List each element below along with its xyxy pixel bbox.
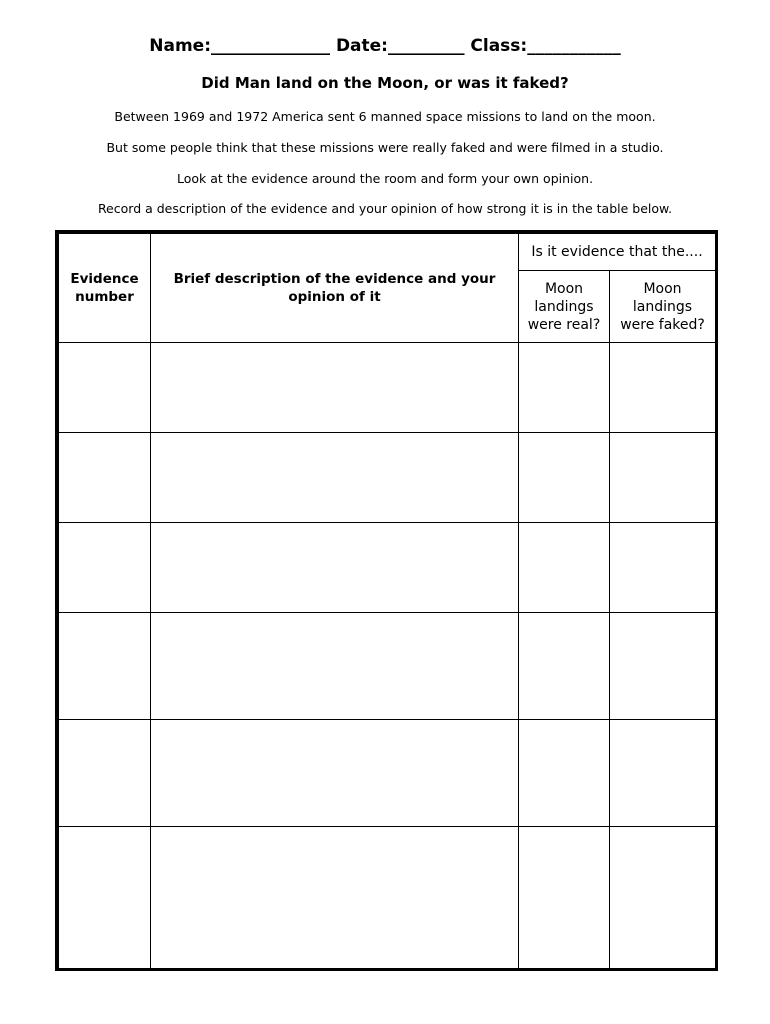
date-label: Date: [335, 36, 388, 56]
description-cell[interactable] [151, 613, 519, 720]
table-row [59, 433, 716, 523]
table-row [59, 523, 716, 613]
intro-line-1: Between 1969 and 1972 America sent 6 manned space missions to land on the moon. [114, 109, 656, 124]
name-blank[interactable]: ______________ [211, 36, 331, 56]
evidence-number-cell[interactable] [59, 720, 151, 827]
class-blank[interactable]: ___________ [527, 36, 621, 56]
real-cell[interactable] [519, 720, 610, 827]
description-cell[interactable] [151, 343, 519, 433]
faked-cell[interactable] [610, 523, 716, 613]
faked-cell[interactable] [610, 343, 716, 433]
faked-cell[interactable] [610, 827, 716, 970]
intro-line-4: Record a description of the evidence and your opinion of how strong it is in the table below. [97, 201, 673, 216]
real-cell[interactable] [519, 613, 610, 720]
table-row [59, 343, 716, 433]
description-cell[interactable] [151, 523, 519, 613]
evidence-table [55, 230, 718, 971]
header-description: Brief description of the evidence and your opinion of it [151, 234, 519, 343]
evidence-number-cell[interactable] [59, 343, 151, 433]
header-evidence-number: Evidence number [59, 234, 151, 343]
name-label: Name: [149, 36, 212, 56]
table-row [59, 827, 716, 970]
real-cell[interactable] [519, 433, 610, 523]
real-cell[interactable] [519, 827, 610, 970]
intro-line-2: But some people think that these missions were really faked and were filmed in a studio. [106, 140, 664, 155]
student-info-line [0, 36, 770, 56]
header-evidence-group: Is it evidence that the.... [519, 234, 716, 271]
description-cell[interactable] [151, 433, 519, 523]
faked-cell[interactable] [610, 720, 716, 827]
date-blank[interactable]: _________ [387, 36, 465, 56]
intro-line-3: Look at the evidence around the room and form your own opinion. [176, 171, 594, 186]
worksheet-title: Did Man land on the Moon, or was it faked? [201, 74, 569, 92]
evidence-number-cell[interactable] [59, 827, 151, 970]
header-moon-landings-real: Moon landings were real? [519, 271, 610, 343]
faked-cell[interactable] [610, 433, 716, 523]
class-label: Class: [470, 36, 528, 56]
evidence-number-cell[interactable] [59, 523, 151, 613]
evidence-number-cell[interactable] [59, 613, 151, 720]
evidence-number-cell[interactable] [59, 433, 151, 523]
real-cell[interactable] [519, 343, 610, 433]
real-cell[interactable] [519, 523, 610, 613]
table-row [59, 720, 716, 827]
header-moon-landings-faked: Moon landings were faked? [610, 271, 716, 343]
table-row [59, 613, 716, 720]
faked-cell[interactable] [610, 613, 716, 720]
description-cell[interactable] [151, 720, 519, 827]
description-cell[interactable] [151, 827, 519, 970]
